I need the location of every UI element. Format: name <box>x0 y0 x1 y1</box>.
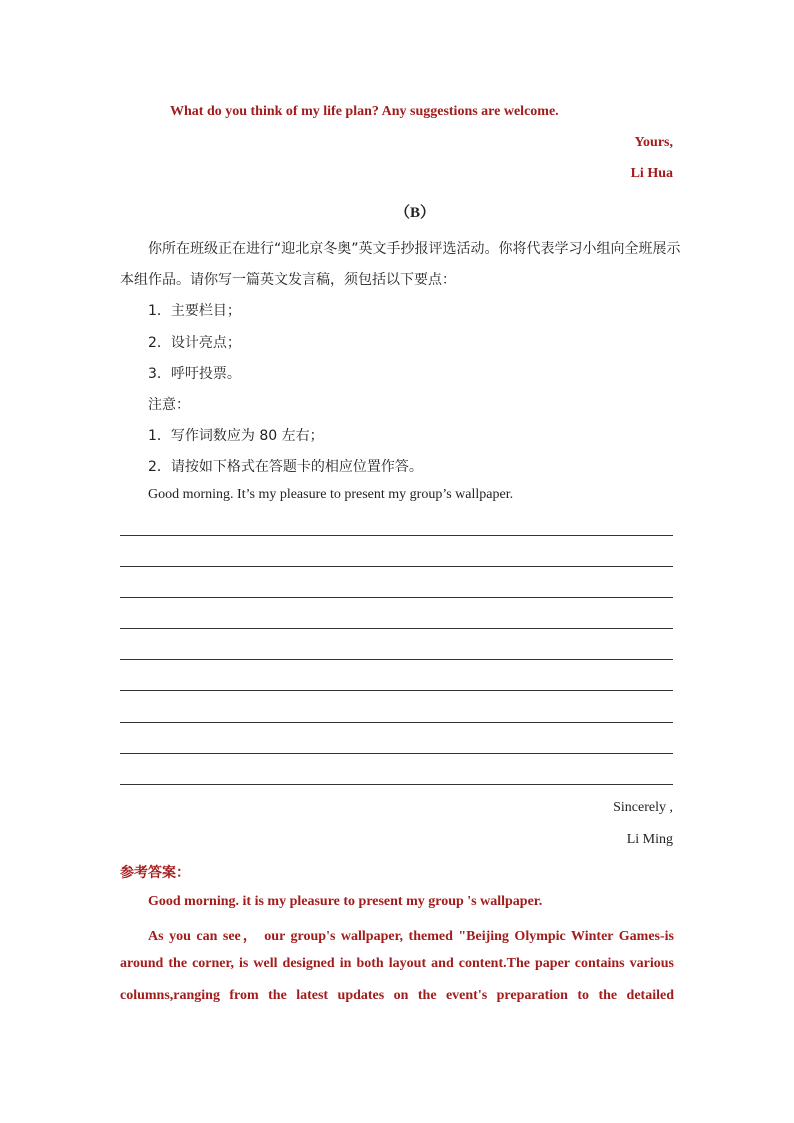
writing-line <box>120 659 673 660</box>
writing-line <box>120 597 673 598</box>
letter-question: What do you think of my life plan? Any suggestions are welcome. <box>170 104 559 119</box>
section-heading: （B） <box>395 205 436 221</box>
point-1: 1．主要栏目； <box>148 303 241 319</box>
writing-line <box>120 784 673 785</box>
note-1: 1．写作词数应为 80 左右； <box>148 428 324 444</box>
answer-label: 参考答案： <box>120 865 190 881</box>
note-2: 2．请按如下格式在答题卡的相应位置作答。 <box>148 459 423 475</box>
answer-line-2: As you can see， our group's wallpaper, themed "Beijing Olympic Winter Games-is <box>148 929 674 944</box>
answer-line-4: columns,ranging from the latest updates on the event's preparation to the detailed <box>120 988 674 1003</box>
writing-line <box>120 566 673 567</box>
prompt-line-1: 你所在班级正在进行“迎北京冬奥”英文手抄报评选活动。你将代表学习小组向全班展示 <box>148 241 681 257</box>
letter-signature: Li Hua <box>630 166 673 181</box>
writing-line <box>120 690 673 691</box>
sincerely-closing: Sincerely , <box>613 800 673 815</box>
opening-sentence: Good morning. It’s my pleasure to present my group’s wallpaper. <box>148 487 514 502</box>
sign-off-name: Li Ming <box>626 832 673 847</box>
writing-line <box>120 753 673 754</box>
answer-line-1: Good morning. it is my pleasure to present my group 's wallpaper. <box>148 894 543 909</box>
letter-closing: Yours, <box>634 135 673 150</box>
writing-line <box>120 628 673 629</box>
writing-line <box>120 722 673 723</box>
answer-line-3: around the corner, is well designed in both layout and content.The paper contains various <box>120 956 674 971</box>
writing-line <box>120 535 673 536</box>
point-3: 3．呼吁投票。 <box>148 366 241 382</box>
prompt-line-2: 本组作品。请你写一篇英文发言稿，须包括以下要点： <box>120 272 456 288</box>
point-2: 2．设计亮点； <box>148 335 241 351</box>
note-label: 注意： <box>148 397 190 413</box>
